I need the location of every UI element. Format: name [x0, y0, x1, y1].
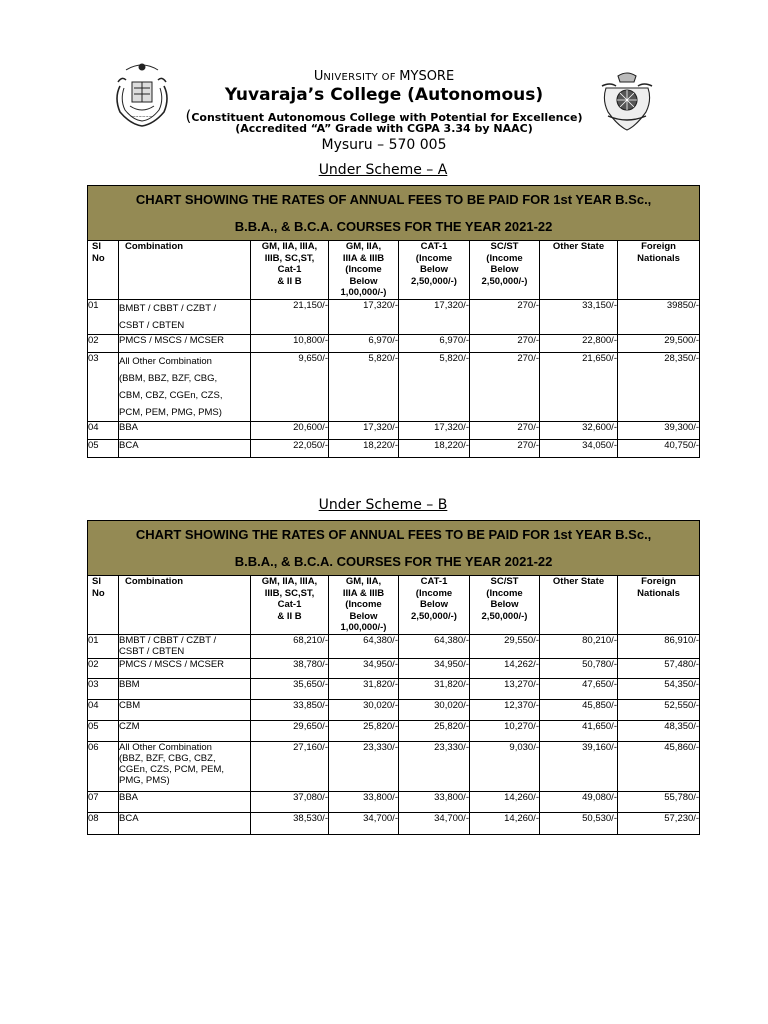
- fee-cell: 38,530/-: [251, 812, 329, 834]
- combination-cell: CBM: [119, 699, 251, 720]
- fee-cell: 30,020/-: [329, 699, 399, 720]
- fee-cell: 48,350/-: [618, 720, 700, 741]
- combination-cell: BBM: [119, 678, 251, 699]
- table-row: [88, 634, 700, 658]
- column-header: SC/ST (Income Below 2,50,000/-): [470, 576, 540, 635]
- column-header: GM, IIA, IIIA & IIIB (Income Below 1,00,000/-): [329, 576, 399, 635]
- combination-cell: BMBT / CBBT / CZBT / CSBT / CBTEN: [119, 299, 251, 334]
- fee-cell: 20,600/-: [251, 421, 329, 439]
- scheme-a-heading: Under Scheme – A: [318, 162, 448, 178]
- sl-no-cell: 05: [88, 720, 119, 741]
- fee-cell: 39,300/-: [618, 421, 700, 439]
- table-row: [88, 699, 700, 720]
- column-header: Foreign Nationals: [618, 576, 700, 635]
- column-header: Other State: [540, 241, 618, 300]
- sl-no-cell: 04: [88, 421, 119, 439]
- sl-no-cell: 02: [88, 658, 119, 678]
- fee-cell: 23,330/-: [329, 741, 399, 791]
- combination-cell: PMCS / MSCS / MCSER: [119, 334, 251, 352]
- fee-cell: 45,850/-: [540, 699, 618, 720]
- sl-no-cell: 06: [88, 741, 119, 791]
- fee-cell: 64,380/-: [329, 634, 399, 658]
- sl-no-cell: 01: [88, 299, 119, 334]
- column-header: Foreign Nationals: [618, 241, 700, 300]
- table-row: [88, 439, 700, 457]
- column-header: Sl No: [88, 241, 119, 300]
- table-row: [88, 791, 700, 812]
- fee-cell: 12,370/-: [470, 699, 540, 720]
- fee-cell: 38,780/-: [251, 658, 329, 678]
- fee-cell: 9,030/-: [470, 741, 540, 791]
- column-header: Sl No: [88, 576, 119, 635]
- fee-cell: 270/-: [470, 299, 540, 334]
- fee-cell: 5,820/-: [399, 352, 470, 421]
- table-row: [88, 352, 700, 421]
- fee-cell: 39850/-: [618, 299, 700, 334]
- table-row: [88, 334, 700, 352]
- fee-cell: 14,262/-: [470, 658, 540, 678]
- fee-cell: 33,150/-: [540, 299, 618, 334]
- table-row: [88, 812, 700, 834]
- combination-cell: All Other Combination (BBM, BBZ, BZF, CBG, CBM, CBZ, CGEn, CZS, PCM, PEM, PMG, PMS): [119, 352, 251, 421]
- table-row: [88, 421, 700, 439]
- combination-cell: All Other Combination (BBZ, BZF, CBG, CBZ, CGEn, CZS, PCM, PEM, PMG, PMS): [119, 741, 251, 791]
- fee-cell: 86,910/-: [618, 634, 700, 658]
- fee-cell: 17,320/-: [329, 299, 399, 334]
- combination-cell: PMCS / MSCS / MCSER: [119, 658, 251, 678]
- fee-cell: 31,820/-: [329, 678, 399, 699]
- fee-cell: 64,380/-: [399, 634, 470, 658]
- fee-cell: 9,650/-: [251, 352, 329, 421]
- column-header: CAT-1 (Income Below 2,50,000/-): [399, 241, 470, 300]
- college-title: Yuvaraja’s College (Autonomous): [224, 85, 544, 105]
- fee-cell: 31,820/-: [399, 678, 470, 699]
- table-row: [88, 658, 700, 678]
- column-header: GM, IIA, IIIA, IIIB, SC,ST, Cat-1 & II B: [251, 576, 329, 635]
- fee-cell: 33,850/-: [251, 699, 329, 720]
- column-header: Other State: [540, 576, 618, 635]
- sl-no-cell: 08: [88, 812, 119, 834]
- fee-cell: 6,970/-: [329, 334, 399, 352]
- fee-cell: 50,780/-: [540, 658, 618, 678]
- fee-cell: 47,650/-: [540, 678, 618, 699]
- fee-cell: 22,050/-: [251, 439, 329, 457]
- combination-cell: BCA: [119, 439, 251, 457]
- fee-cell: 13,270/-: [470, 678, 540, 699]
- fee-cell: 14,260/-: [470, 791, 540, 812]
- sl-no-cell: 01: [88, 634, 119, 658]
- column-header: CAT-1 (Income Below 2,50,000/-): [399, 576, 470, 635]
- column-header: GM, IIA, IIIA & IIIB (Income Below 1,00,000/-): [329, 241, 399, 300]
- fee-cell: 18,220/-: [329, 439, 399, 457]
- column-header: Combination: [119, 241, 251, 300]
- fee-cell: 29,650/-: [251, 720, 329, 741]
- fee-cell: 10,800/-: [251, 334, 329, 352]
- fee-cell: 34,700/-: [399, 812, 470, 834]
- combination-cell: BCA: [119, 812, 251, 834]
- scheme-a-fee-table: [87, 185, 700, 458]
- svg-text:~~~~~~: ~~~~~~: [131, 114, 153, 119]
- fee-cell: 57,230/-: [618, 812, 700, 834]
- combination-cell: CZM: [119, 720, 251, 741]
- combination-cell: BMBT / CBBT / CZBT / CSBT / CBTEN: [119, 634, 251, 658]
- fee-cell: 39,160/-: [540, 741, 618, 791]
- fee-cell: 29,500/-: [618, 334, 700, 352]
- fee-cell: 23,330/-: [399, 741, 470, 791]
- fee-cell: 34,050/-: [540, 439, 618, 457]
- city-line: Mysuru – 570 005: [321, 137, 447, 153]
- sl-no-cell: 07: [88, 791, 119, 812]
- fee-cell: 10,270/-: [470, 720, 540, 741]
- fee-cell: 25,820/-: [329, 720, 399, 741]
- fee-cell: 27,160/-: [251, 741, 329, 791]
- combination-cell: BBA: [119, 421, 251, 439]
- fee-cell: 29,550/-: [470, 634, 540, 658]
- university-name: UNIVERSITY OF MYSORE: [313, 69, 455, 84]
- fee-cell: 34,950/-: [329, 658, 399, 678]
- fee-cell: 270/-: [470, 334, 540, 352]
- fee-cell: 32,600/-: [540, 421, 618, 439]
- fee-cell: 30,020/-: [399, 699, 470, 720]
- scheme-b-table-title: CHART SHOWING THE RATES OF ANNUAL FEES TO BE PAID FOR 1st YEAR B.Sc., B.B.A., & B.C.A. COURSES FOR THE YEAR 2021-22: [88, 521, 700, 576]
- fee-cell: 57,480/-: [618, 658, 700, 678]
- fee-cell: 52,550/-: [618, 699, 700, 720]
- fee-cell: 21,650/-: [540, 352, 618, 421]
- fee-cell: 28,350/-: [618, 352, 700, 421]
- fee-cell: 50,530/-: [540, 812, 618, 834]
- fee-cell: 33,800/-: [329, 791, 399, 812]
- fee-cell: 270/-: [470, 352, 540, 421]
- fee-cell: 55,780/-: [618, 791, 700, 812]
- fee-cell: 18,220/-: [399, 439, 470, 457]
- fee-cell: 34,950/-: [399, 658, 470, 678]
- fee-cell: 33,800/-: [399, 791, 470, 812]
- scheme-a-table-title: CHART SHOWING THE RATES OF ANNUAL FEES TO BE PAID FOR 1st YEAR B.Sc., B.B.A., & B.C.A. COURSES FOR THE YEAR 2021-22: [88, 186, 700, 241]
- fee-cell: 49,080/-: [540, 791, 618, 812]
- combination-cell: BBA: [119, 791, 251, 812]
- scheme-b-fee-table: [87, 520, 700, 835]
- fee-cell: 40,750/-: [618, 439, 700, 457]
- sl-no-cell: 03: [88, 352, 119, 421]
- fee-cell: 17,320/-: [329, 421, 399, 439]
- fee-cell: 17,320/-: [399, 299, 470, 334]
- college-status: (Constituent Autonomous College with Potential for Excellence): [185, 107, 583, 125]
- fee-cell: 41,650/-: [540, 720, 618, 741]
- fee-cell: 68,210/-: [251, 634, 329, 658]
- column-header: Combination: [119, 576, 251, 635]
- fee-cell: 270/-: [470, 439, 540, 457]
- column-header: GM, IIA, IIIA, IIIB, SC,ST, Cat-1 & II B: [251, 241, 329, 300]
- fee-cell: 21,150/-: [251, 299, 329, 334]
- table-row: [88, 678, 700, 699]
- fee-cell: 6,970/-: [399, 334, 470, 352]
- fee-cell: 35,650/-: [251, 678, 329, 699]
- table-row: [88, 720, 700, 741]
- accreditation-line: (Accredited “A” Grade with CGPA 3.34 by NAAC): [235, 122, 533, 135]
- column-header: SC/ST (Income Below 2,50,000/-): [470, 241, 540, 300]
- fee-cell: 37,080/-: [251, 791, 329, 812]
- sl-no-cell: 04: [88, 699, 119, 720]
- fee-cell: 25,820/-: [399, 720, 470, 741]
- fee-cell: 14,260/-: [470, 812, 540, 834]
- fee-cell: 270/-: [470, 421, 540, 439]
- scheme-b-heading: Under Scheme – B: [318, 497, 448, 513]
- fee-cell: 54,350/-: [618, 678, 700, 699]
- sl-no-cell: 02: [88, 334, 119, 352]
- scheme-a-header-row: [88, 241, 700, 300]
- fee-cell: 80,210/-: [540, 634, 618, 658]
- sl-no-cell: 05: [88, 439, 119, 457]
- table-row: [88, 299, 700, 334]
- fee-cell: 45,860/-: [618, 741, 700, 791]
- fee-cell: 34,700/-: [329, 812, 399, 834]
- fee-cell: 17,320/-: [399, 421, 470, 439]
- sl-no-cell: 03: [88, 678, 119, 699]
- fee-cell: 22,800/-: [540, 334, 618, 352]
- scheme-b-header-row: [88, 576, 700, 635]
- table-row: [88, 741, 700, 791]
- fee-cell: 5,820/-: [329, 352, 399, 421]
